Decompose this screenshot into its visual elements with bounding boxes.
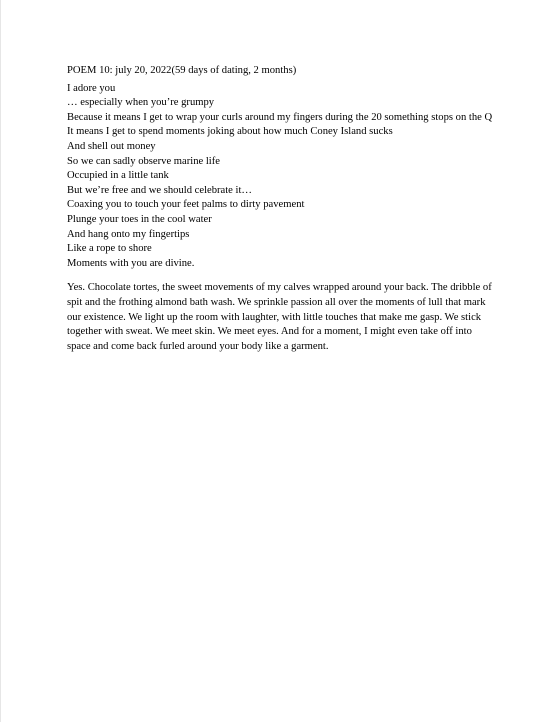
prose-paragraph: Yes. Chocolate tortes, the sweet movements of my calves wrapped around your back. The dribble of spit and the frothing almond bath wash. We sprinkle passion all over the moments of lull that mark our existence. We light up the room with laughter, with little touches that make me gasp. We stick together with sweat. We meet skin. We meet eyes. And for a moment, I might even take off into space and come back furled around your body like a garment. — [67, 282, 492, 352]
poem-line: Like a rope to shore — [67, 243, 152, 255]
poem-line: And shell out money — [67, 140, 156, 152]
poem-title: POEM 10: july 20, 2022(59 days of dating, 2 months) — [67, 65, 297, 76]
poem-line: But we’re free and we should celebrate it… — [67, 184, 253, 196]
poem-stanza — [67, 82, 497, 272]
poem-line: So we can sadly observe marine life — [67, 155, 220, 167]
poem-line: It means I get to spend moments joking about how much Coney Island sucks — [67, 126, 393, 138]
poem-line: Occupied in a little tank — [67, 170, 169, 182]
poem-line: … especially when you’re grumpy — [67, 97, 215, 109]
poem-line: Coaxing you to touch your feet palms to dirty pavement — [67, 199, 305, 211]
document-body — [67, 64, 497, 354]
poem-line: I adore you — [67, 82, 116, 94]
poem-line: And hang onto my fingertips — [67, 228, 190, 240]
poem-line: Plunge your toes in the cool water — [67, 213, 212, 225]
poem-line: Moments with you are divine. — [67, 257, 195, 269]
poem-line: Because it means I get to wrap your curls around my fingers during the 20 something stops on the Q — [67, 111, 493, 123]
